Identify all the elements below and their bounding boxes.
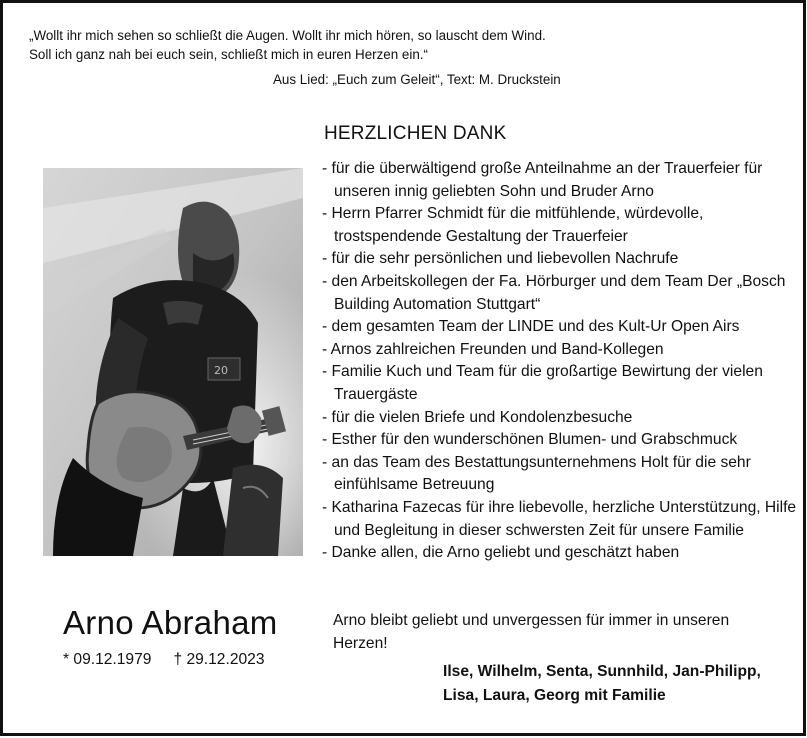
birth-date: * 09.12.1979 (63, 651, 152, 668)
signature-line-2: Lisa, Laura, Georg mit Familie (443, 687, 666, 704)
quote-line-1: „Wollt ihr mich sehen so schließt die Augen. Wollt ihr mich hören, so lauscht dem Wind. (29, 28, 546, 43)
thanks-item: - für die sehr persönlichen und liebevollen Nachrufe (322, 250, 679, 268)
thanks-item: - Katharina Fazecas für ihre liebevolle, herzliche Unterstützung, Hilfe und Begleitung in dieser schwersten Zeit für unsere Familie (322, 498, 797, 539)
death-date: † 29.12.2023 (173, 651, 265, 668)
thanks-item: - Esther für den wunderschönen Blumen- und Grabschmuck (322, 431, 738, 449)
thanks-item: - Danke allen, die Arno geliebt und geschätzt haben (322, 544, 680, 562)
thanks-item: - an das Team des Bestattungsunternehmens Holt für die sehr einfühlsame Betreuung (322, 453, 751, 494)
signature-line-1: Ilse, Wilhelm, Senta, Sunnhild, Jan-Philipp, (443, 663, 761, 680)
thanks-item: - den Arbeitskollegen der Fa. Hörburger und dem Team Der „Bosch Building Automation Stuttgart“ (322, 272, 786, 313)
closing-text: Arno bleibt geliebt und unvergessen für immer in unseren Herzen! (333, 612, 730, 652)
memorial-quote (29, 26, 609, 64)
quote-source: Aus Lied: „Euch zum Geleit“, Text: M. Druckstein (273, 72, 561, 87)
portrait-photo (43, 168, 303, 556)
life-dates (63, 650, 303, 670)
quote-line-2: Soll ich ganz nah bei euch sein, schließt mich in euren Herzen ein.“ (29, 47, 428, 62)
shirt-print: 20 (214, 364, 228, 377)
thanks-list (322, 158, 802, 565)
family-signature (443, 660, 793, 708)
guitarist-illustration (43, 168, 303, 556)
thanks-item: - Familie Kuch und Team für die großartige Bewirtung der vielen Trauergäste (322, 363, 763, 403)
thanks-item: - Herrn Pfarrer Schmidt für die mitfühlende, würdevolle, trostspendende Gestaltung der Trauerfeier (322, 205, 704, 245)
thanks-item: - für die überwältigend große Anteilnahme an der Trauerfeier für unseren innig geliebten Sohn und Bruder Arno (322, 160, 763, 200)
thanks-item: - dem gesamten Team der LINDE und des Kult-Ur Open Airs (322, 318, 740, 336)
deceased-name: Arno Abraham (63, 604, 278, 641)
thanks-item: - Arnos zahlreichen Freunden und Band-Kollegen (322, 340, 664, 358)
thanks-item: - für die vielen Briefe und Kondolenzbesuche (322, 408, 633, 426)
thanks-heading: HERZLICHEN DANK (324, 123, 507, 144)
